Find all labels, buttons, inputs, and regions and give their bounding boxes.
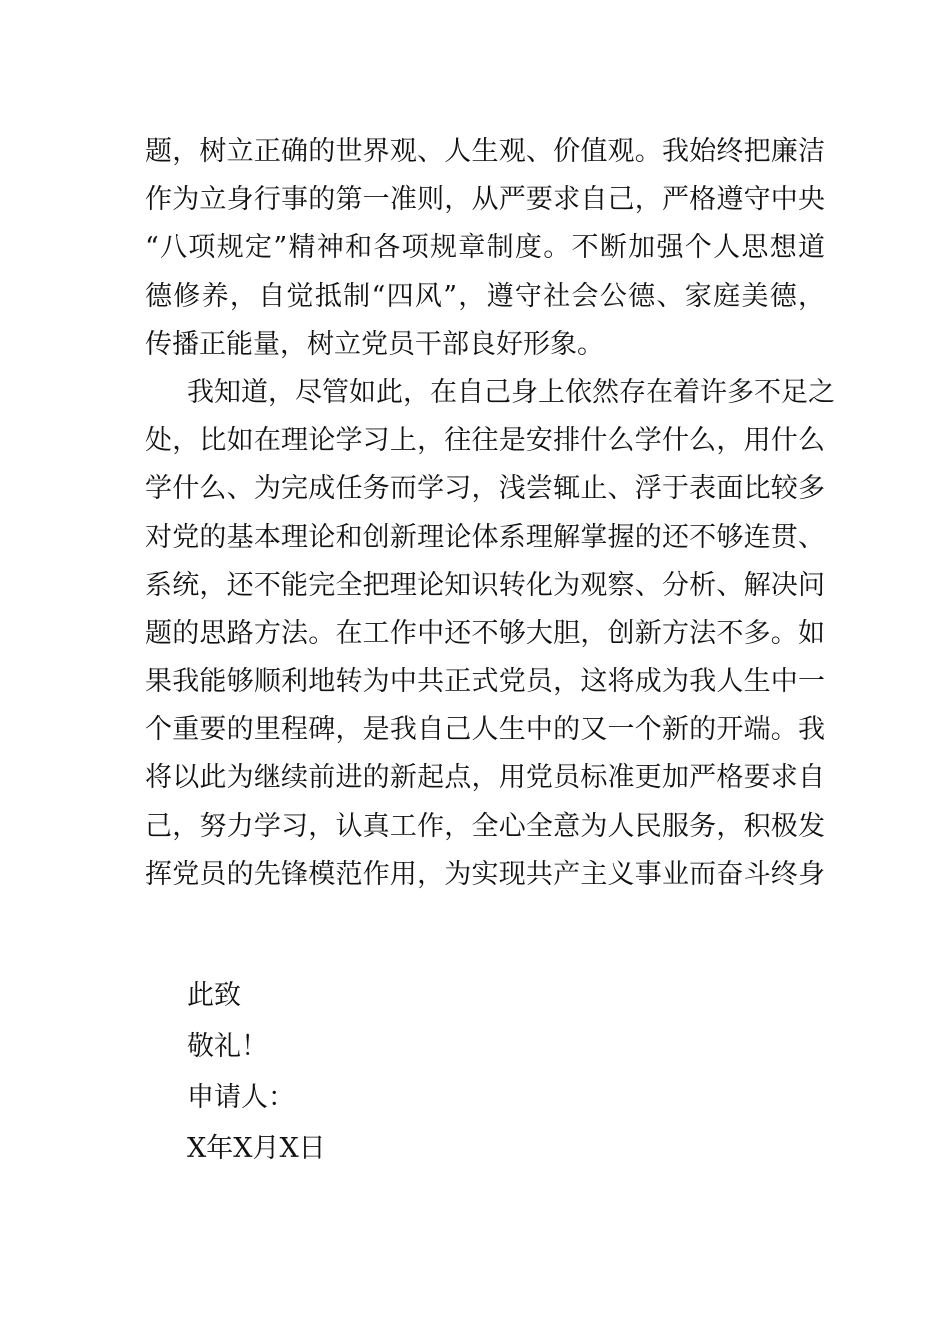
paragraph-2-line: 个重要的里程碑，是我自己人生中的又一个新的开端。我 <box>145 714 825 746</box>
paragraph-1-line: 作为立身行事的第一准则，从严要求自己，严格遵守中央 <box>145 184 825 216</box>
paragraph-1-line: 传播正能量，树立党员干部良好形象。 <box>145 328 604 360</box>
paragraph-2-line: 挥党员的先锋模范作用，为实现共产主义事业而奋斗终身 <box>145 858 825 890</box>
paragraph-2-line: 处，比如在理论学习上，往往是安排什么学什么，用什么 <box>145 425 825 457</box>
paragraph-2-line: 学什么、为完成任务而学习，浅尝辄止、浮于表面比较多 <box>145 473 825 505</box>
paragraph-2-line: 我知道，尽管如此，在自己身上依然存在着许多不足之 <box>187 376 835 408</box>
paragraph-1-line: 德修养，自觉抵制“四风”，遵守社会公德、家庭美德， <box>145 280 825 312</box>
paragraph-1-line: “八项规定”精神和各项规章制度。不断加强个人思想道 <box>145 232 825 264</box>
paragraph-1-line: 题，树立正确的世界观、人生观、价值观。我始终把廉洁 <box>145 136 825 167</box>
paragraph-2-line: 系统，还不能完全把理论知识转化为观察、分析、解决问 <box>145 569 825 601</box>
letter-body <box>145 128 835 899</box>
regards: 敬礼！ <box>187 1031 268 1062</box>
paragraph-2-line: 己，努力学习，认真工作，全心全意为人民服务，积极发 <box>145 810 825 842</box>
salutation: 此致 <box>187 980 241 1011</box>
paragraph-2-line: 将以此为继续前进的新起点，用党员标准更加严格要求自 <box>145 762 825 794</box>
date-line: X年X月X日 <box>187 1133 326 1164</box>
letter-closing <box>187 970 326 1174</box>
paragraph-2-line: 题的思路方法。在工作中还不够大胆，创新方法不多。如 <box>145 617 825 649</box>
paragraph-2-line: 对党的基本理论和创新理论体系理解掌握的还不够连贯、 <box>145 521 825 553</box>
paragraph-2-line: 果我能够顺利地转为中共正式党员，这将成为我人生中一 <box>145 666 825 698</box>
applicant-label: 申请人： <box>187 1082 295 1113</box>
